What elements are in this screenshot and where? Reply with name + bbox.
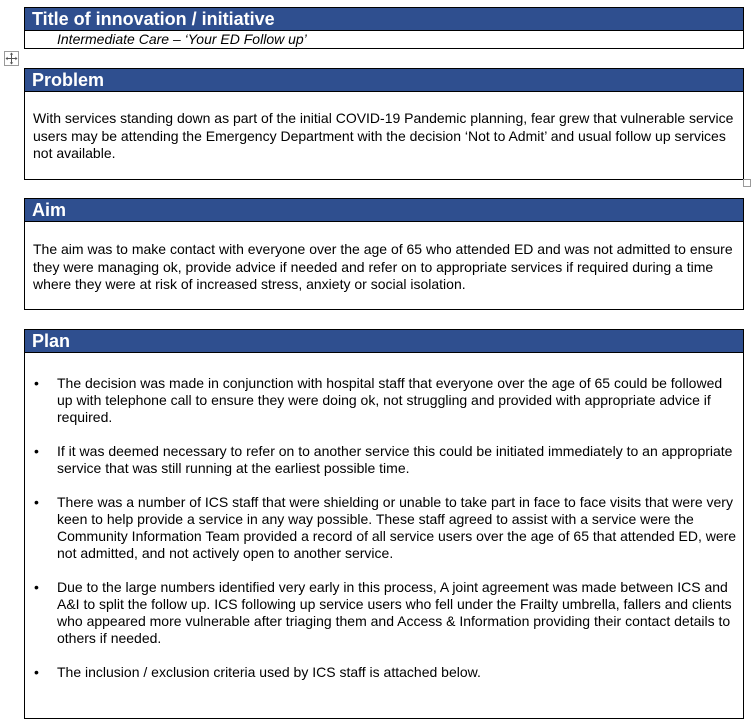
list-item: • The decision was made in conjunction with hospital staff that everyone over the age of 65 could be followed up with telephone call to ensure they were doing ok, not struggling and provided with appropriate advice if required.	[25, 375, 743, 426]
list-item: • There was a number of ICS staff that were shielding or unable to take part in face to face visits that were very keen to help provide a service in any way possible. These staff agreed to assist with a service were the Community Information Team provided a record of all service users over the age of 65 that attended ED, were not admitted, and not actively open to another service.	[25, 494, 743, 562]
aim-section	[24, 198, 744, 310]
list-item: • If it was deemed necessary to refer on to another service this could be initiated immediately to an appropriate service that was still running at the earliest possible time.	[25, 443, 743, 477]
list-item: • Due to the large numbers identified very early in this process, A joint agreement was made between ICS and A&I to split the follow up. ICS following up service users who fell under the Frailty umbrella, fallers and clients who appeared more vulnerable after triaging them and Access & Information providing their contact details to others if needed.	[25, 579, 743, 647]
initiative-name: Intermediate Care – ‘Your ED Follow up’	[57, 31, 307, 47]
plan-section	[24, 329, 744, 719]
aim-text: The aim was to make contact with everyone over the age of 65 who attended ED and was not admitted to ensure they were managing ok, provide advice if needed and refer on to appropriate services if required during a time where they were at risk of increased stress, anxiety or social isolation.	[33, 241, 733, 292]
table-resize-handle[interactable]	[743, 179, 751, 187]
problem-heading: Problem	[25, 69, 743, 92]
problem-text: With services standing down as part of the initial COVID-19 Pandemic planning, fear grew that vulnerable service users may be attending the Emergency Department with the decision ‘Not to Admit’ and usual follow up services not available.	[33, 110, 734, 161]
title-section	[24, 7, 744, 49]
plan-list	[25, 353, 743, 681]
list-item: • The inclusion / exclusion criteria used by ICS staff is attached below.	[25, 664, 743, 681]
title-heading: Title of innovation / initiative	[25, 8, 743, 31]
plan-heading: Plan	[25, 330, 743, 353]
table-move-handle-icon[interactable]	[4, 51, 19, 66]
problem-section	[24, 68, 744, 180]
aim-heading: Aim	[25, 199, 743, 222]
